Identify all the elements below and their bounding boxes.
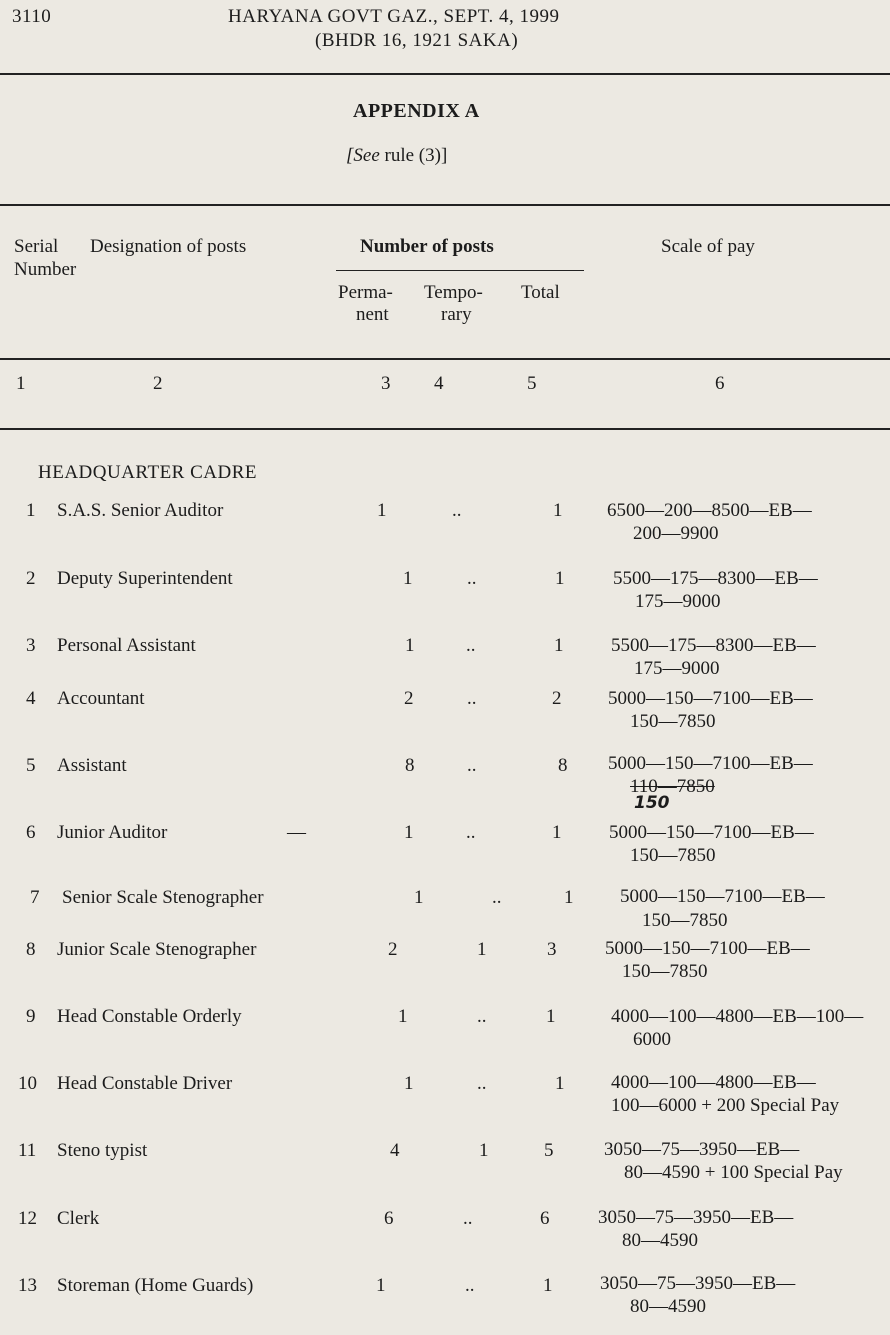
row-designation: Steno typist	[57, 1140, 148, 1161]
row-permanent: 6	[384, 1208, 394, 1229]
row-designation: Junior Scale Stenographer	[57, 939, 257, 960]
col-permanent-2: nent	[356, 304, 389, 325]
col-index-1: 1	[16, 373, 26, 394]
section-heading: HEADQUARTER CADRE	[38, 462, 257, 483]
row-total: 5	[544, 1140, 554, 1161]
row-permanent: 1	[403, 568, 413, 589]
row-total: 1	[554, 635, 564, 656]
row-pay-line-1: 5500—175—8300—EB—	[613, 568, 818, 589]
appendix-title: APPENDIX A	[353, 100, 480, 122]
row-pay-line-1: 4000—100—4800—EB—	[611, 1072, 816, 1093]
row-designation: Storeman (Home Guards)	[57, 1275, 254, 1296]
row-temporary: ..	[463, 1208, 473, 1229]
row-permanent: 1	[398, 1006, 408, 1027]
col-permanent-1: Perma-	[338, 282, 393, 303]
row-serial: 12	[18, 1208, 37, 1229]
row-pay-line-2: 80—4590	[622, 1230, 698, 1251]
row-serial: 6	[26, 822, 36, 843]
row-pay-line-2: 80—4590	[630, 1296, 706, 1317]
row-pay-line-1: 5000—150—7100—EB—	[605, 938, 810, 959]
col-temporary-2: rary	[441, 304, 472, 325]
col-index-3: 3	[381, 373, 391, 394]
col-index-6: 6	[715, 373, 725, 394]
row-pay-line-2: 175—9000	[635, 591, 721, 612]
col-total: Total	[521, 282, 560, 303]
row-designation: Senior Scale Stenographer	[62, 887, 264, 908]
row-temporary: 1	[477, 939, 487, 960]
row-pay-line-1: 6500—200—8500—EB—	[607, 500, 812, 521]
col-temporary-1: Tempo-	[424, 282, 483, 303]
row-serial: 9	[26, 1006, 36, 1027]
row-serial: 7	[30, 887, 40, 908]
row-permanent: 1	[377, 500, 387, 521]
page-number: 3110	[12, 6, 52, 27]
row-temporary: ..	[492, 887, 502, 908]
col-scale: Scale of pay	[661, 236, 755, 257]
row-pay-line-1: 5000—150—7100—EB—	[609, 822, 814, 843]
col-number: Number	[14, 259, 77, 280]
gazette-title: HARYANA GOVT GAZ., SEPT. 4, 1999	[228, 6, 560, 27]
row-designation: Junior Auditor	[57, 822, 168, 843]
col-index-4: 4	[434, 373, 444, 394]
row-serial: 4	[26, 688, 36, 709]
row-pay-line-1: 3050—75—3950—EB—	[600, 1273, 796, 1294]
row-pay-line-2: 150—7850	[642, 910, 728, 931]
row-pay-line-1: 4000—100—4800—EB—100—	[611, 1006, 864, 1027]
row-pay-line-2: 80—4590 + 100 Special Pay	[624, 1162, 843, 1183]
row-total: 8	[558, 755, 568, 776]
row-total: 2	[552, 688, 562, 709]
row-total: 1	[555, 1073, 565, 1094]
row-pay-line-2: 150—7850	[622, 961, 708, 982]
row-total: 1	[546, 1006, 556, 1027]
see-prefix: [See	[346, 145, 380, 166]
row-total: 6	[540, 1208, 550, 1229]
row-total: 1	[555, 568, 565, 589]
row-pay-line-2: 175—9000	[634, 658, 720, 679]
header-bottom-rule	[0, 358, 890, 360]
row-temporary: ..	[467, 688, 477, 709]
row-pay-line-1: 5000—150—7100—EB—	[608, 753, 813, 774]
header-rule	[0, 73, 890, 75]
row-permanent: 1	[404, 1073, 414, 1094]
row-designation: Deputy Superintendent	[57, 568, 233, 589]
row-permanent: 8	[405, 755, 415, 776]
row-serial: 3	[26, 635, 36, 656]
row-permanent: 1	[404, 822, 414, 843]
row-pay-line-2: 150—7850	[630, 845, 716, 866]
col-serial: Serial	[14, 236, 59, 257]
row-temporary: ..	[466, 822, 476, 843]
see-rule: rule (3)]	[384, 145, 448, 166]
row-pay-line-1: 5000—150—7100—EB—	[620, 886, 825, 907]
row-designation: Personal Assistant	[57, 635, 196, 656]
row-designation: Accountant	[57, 688, 145, 709]
row-serial: 5	[26, 755, 36, 776]
row-serial: 10	[18, 1073, 37, 1094]
row-serial: 1	[26, 500, 36, 521]
row-permanent: 4	[390, 1140, 400, 1161]
row-pay-line-1: 5000—150—7100—EB—	[608, 688, 813, 709]
col-index-5: 5	[527, 373, 537, 394]
row-temporary: ..	[452, 500, 462, 521]
row-total: 3	[547, 939, 557, 960]
row-total: 1	[564, 887, 574, 908]
row-temporary: ..	[467, 568, 477, 589]
col-designation: Designation of posts	[90, 236, 247, 257]
row-serial: 2	[26, 568, 36, 589]
row-pay-line-2: 6000	[633, 1029, 671, 1050]
appendix-reference	[346, 145, 447, 167]
row-temporary: ..	[465, 1275, 475, 1296]
row-permanent: 2	[388, 939, 398, 960]
row-permanent: 1	[414, 887, 424, 908]
row-temporary: ..	[466, 635, 476, 656]
row-pay-line-2: 100—6000 + 200 Special Pay	[611, 1095, 840, 1116]
row-designation: S.A.S. Senior Auditor	[57, 500, 224, 521]
row-temporary: ..	[467, 755, 477, 776]
row-pay-line-2: 110—7850	[630, 776, 715, 797]
row-temporary: 1	[479, 1140, 489, 1161]
row-pay-line-2: 150—7850	[630, 711, 716, 732]
row-serial: 13	[18, 1275, 37, 1296]
row-permanent: 1	[405, 635, 415, 656]
row-total: 1	[543, 1275, 553, 1296]
row-total: 1	[553, 500, 563, 521]
row-permanent: 2	[404, 688, 414, 709]
row-serial: 11	[18, 1140, 37, 1161]
col-posts-group: Number of posts	[360, 236, 494, 257]
row-extra-dash: —	[287, 822, 306, 843]
gazette-date: (BHDR 16, 1921 SAKA)	[315, 30, 519, 51]
row-temporary: ..	[477, 1006, 487, 1027]
table-top-rule	[0, 204, 890, 206]
row-pay-line-1: 3050—75—3950—EB—	[598, 1207, 794, 1228]
row-permanent: 1	[376, 1275, 386, 1296]
row-designation: Assistant	[57, 755, 127, 776]
row-designation: Head Constable Orderly	[57, 1006, 242, 1027]
row-serial: 8	[26, 939, 36, 960]
row-pay-line-1: 3050—75—3950—EB—	[604, 1139, 800, 1160]
row-designation: Head Constable Driver	[57, 1073, 233, 1094]
posts-group-rule	[336, 270, 584, 271]
handwritten-correction: 150	[634, 793, 670, 813]
row-designation: Clerk	[57, 1208, 100, 1229]
row-total: 1	[552, 822, 562, 843]
index-bottom-rule	[0, 428, 890, 430]
col-index-2: 2	[153, 373, 163, 394]
row-temporary: ..	[477, 1073, 487, 1094]
row-pay-line-1: 5500—175—8300—EB—	[611, 635, 816, 656]
row-pay-line-2: 200—9900	[633, 523, 719, 544]
